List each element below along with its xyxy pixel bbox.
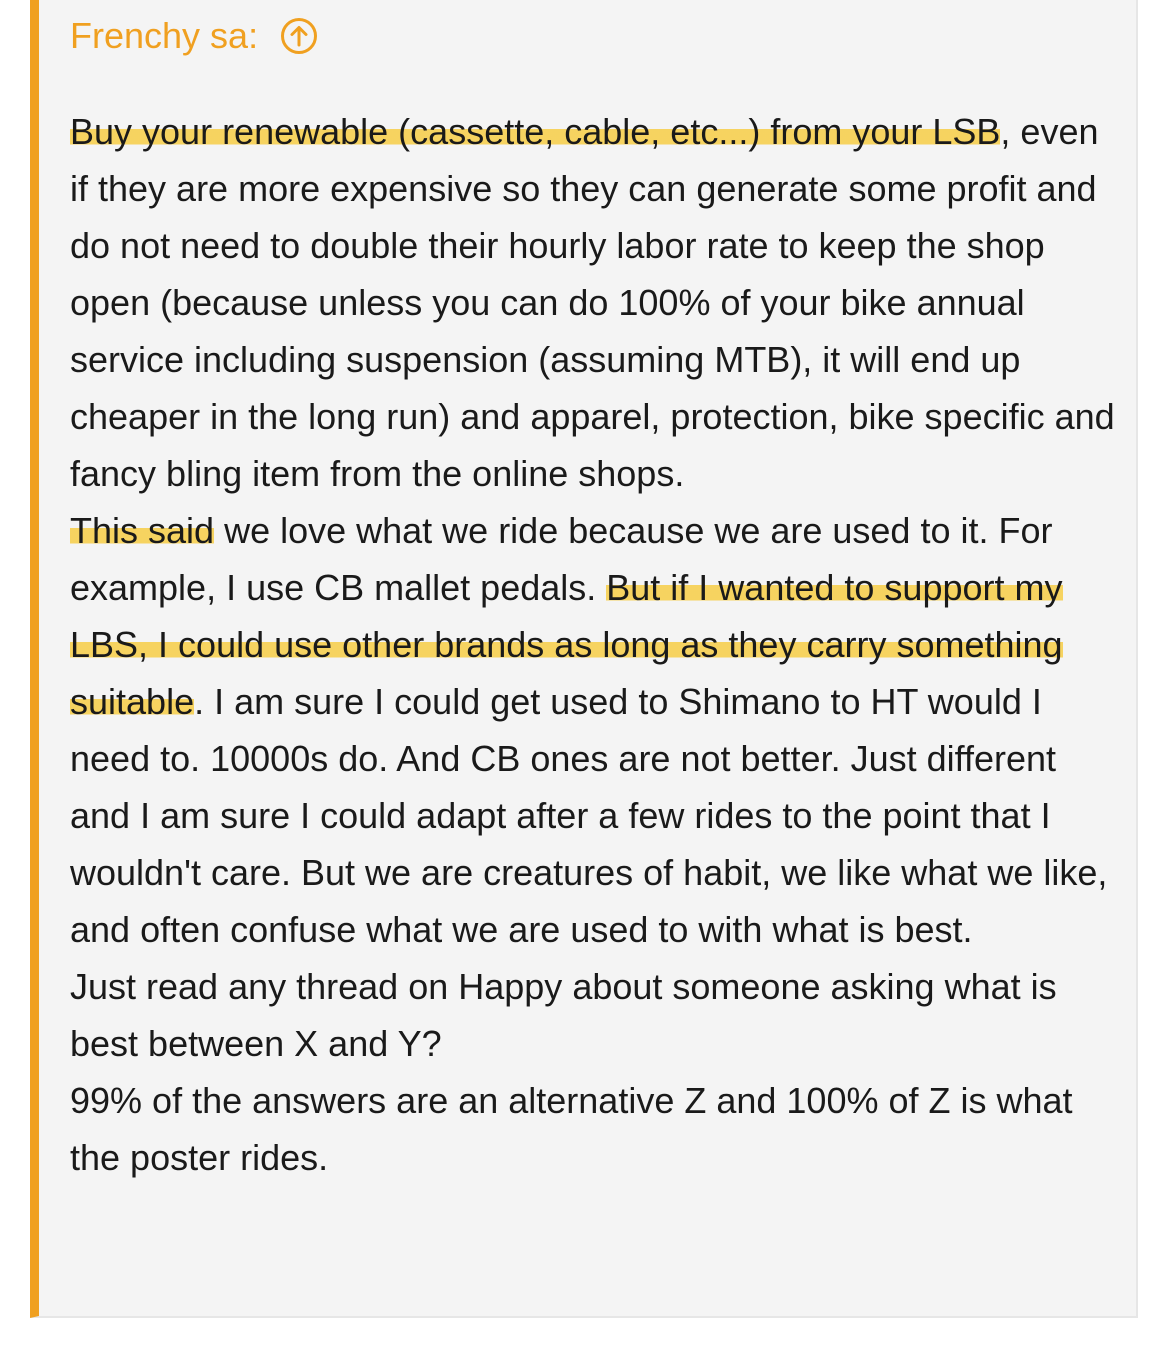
quote-paragraph [70,103,1120,502]
quote-text: Just read any thread on Happy about someone asking what is best between X and Y? [70,966,1057,1064]
quote-header [70,14,318,58]
quote-paragraph [70,502,1120,958]
quote-body [70,103,1120,1186]
quote-paragraph [70,958,1120,1072]
quote-text: . I am sure I could get used to Shimano to HT would I need to. 10000s do. And CB ones are not better. Just different and I am sure I could adapt after a few rides to the point that I wouldn't care. But we are creatures of habit, we like what we like, and often confuse what we are used to with what is best. [70,681,1108,950]
highlighted-text: Buy your renewable (cassette, cable, etc...) from your LSB [70,111,1001,152]
quote-block [30,0,1138,1318]
highlighted-text: This said [70,510,215,551]
quote-author-label: Frenchy sa: [70,15,259,56]
quote-paragraph [70,1072,1120,1186]
arrow-up-circle-icon[interactable] [280,17,318,55]
quote-text: we love what we ride because we are used to it. For example, I use CB mallet pedals. [70,510,1053,608]
quote-text: 99% of the answers are an alternative Z and 100% of Z is what the poster rides. [70,1080,1073,1178]
quote-text: , even if they are more expensive so they can generate some profit and do not need to double their hourly labor rate to keep the shop open (because unless you can do 100% of your bike annual service including suspension (assuming MTB), it will end up cheaper in the long run) and apparel, protection, bike specific and fancy bling item from the online shops. [70,111,1115,494]
highlighted-text: But if I wanted to support my LBS, I could use other brands as long as they carry something suitable [70,567,1063,722]
